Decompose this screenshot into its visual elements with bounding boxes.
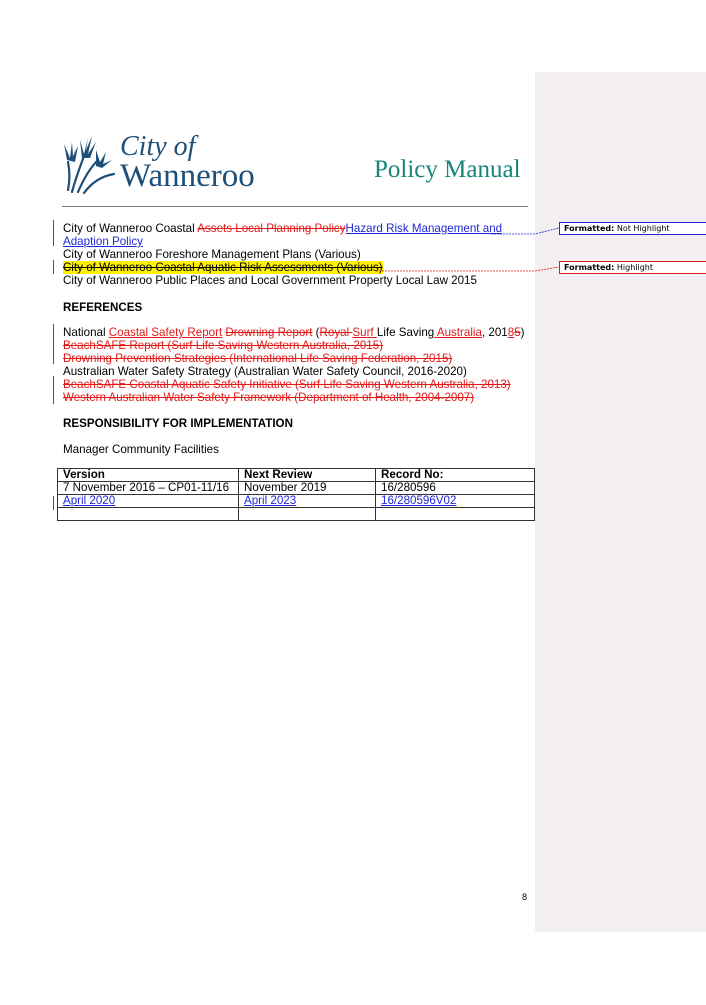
balloon-text: Not Highlight: [614, 224, 670, 233]
responsibility-value: Manager Community Facilities: [63, 443, 219, 456]
balloon-label: Formatted:: [564, 263, 615, 272]
comment-balloon-not-highlight[interactable]: [559, 222, 706, 235]
change-bar: [53, 220, 54, 246]
change-bar: [53, 376, 54, 404]
references-heading: REFERENCES: [63, 301, 143, 314]
text-run: ): [520, 326, 525, 339]
kangaroo-paw-icon: [62, 132, 118, 194]
policy-line-coastal: [63, 222, 502, 235]
text-run: City of Wanneroo Coastal: [63, 222, 198, 235]
deleted-text: Drowning Report: [225, 326, 313, 339]
page-number: 8: [522, 892, 528, 902]
policy-line-foreshore: City of Wanneroo Foreshore Management Plans (Various): [63, 248, 361, 261]
table-cell: 16/280596: [376, 482, 535, 495]
table-cell: November 2019: [239, 482, 376, 495]
text-run: , 201: [481, 326, 508, 339]
deleted-text: Assets Local Planning Policy: [197, 222, 346, 235]
city-logo: [62, 132, 282, 194]
markup-pane: [535, 72, 706, 932]
inserted-text: Surf: [352, 326, 377, 339]
inserted-text: 8: [507, 326, 515, 339]
comment-balloon-highlight[interactable]: [559, 261, 706, 274]
policy-line-adaption: [63, 235, 143, 248]
inserted-text: Adaption Policy: [63, 235, 143, 248]
inserted-text: Coastal Safety Report: [108, 326, 223, 339]
reference-national: [63, 326, 525, 339]
table-header-cell: Record No:: [376, 469, 535, 482]
logo-text-city-of: City of: [120, 131, 196, 162]
deleted-text: 5: [514, 326, 521, 339]
balloon-label: Formatted:: [564, 224, 615, 233]
deleted-highlighted-text: City of Wanneroo Coastal Aquatic Risk Assessments (Various): [63, 261, 383, 274]
table-cell: April 2023: [239, 495, 376, 508]
reference-beachsafe-report: BeachSAFE Report (Surf Life Saving Western Australia, 2015): [63, 339, 384, 352]
table-row: [58, 482, 535, 495]
reference-beachsafe-initiative: BeachSAFE Coastal Aquatic Safety Initiative (Surf Life Saving Western Australia, 2013): [63, 378, 511, 391]
connector-line: [376, 267, 559, 271]
reference-drowning-prevention: Drowning Prevention Strategies (International Life Saving Federation, 2015): [63, 352, 453, 365]
policy-line-aquatic-risk: [63, 261, 383, 274]
balloon-text: Highlight: [614, 263, 653, 272]
table-header-cell: Version: [58, 469, 239, 482]
table-row: [58, 508, 535, 521]
version-table: [57, 468, 535, 521]
text-run: National: [63, 326, 109, 339]
policy-manual-title: Policy Manual: [374, 156, 521, 183]
table-header-row: [58, 469, 535, 482]
change-bar: [53, 260, 54, 274]
table-cell: [58, 508, 239, 521]
inserted-text: Hazard Risk Management and: [345, 222, 503, 235]
policy-line-local-law: City of Wanneroo Public Places and Local Government Property Local Law 2015: [63, 274, 477, 287]
change-bar: [53, 324, 54, 364]
inserted-text: Australia: [434, 326, 482, 339]
table-cell: April 2020: [58, 495, 239, 508]
table-cell: 7 November 2016 – CP01-11/16: [58, 482, 239, 495]
table-cell: [376, 508, 535, 521]
table-row: [58, 495, 535, 508]
text-run: Life Saving: [376, 326, 435, 339]
change-bar: [53, 496, 54, 510]
table-cell: [239, 508, 376, 521]
reference-wa-framework: Western Australian Water Safety Framework (Department of Health, 2004-2007): [63, 391, 475, 404]
logo-text-wanneroo: Wanneroo: [120, 158, 255, 194]
reference-water-safety-strategy: Australian Water Safety Strategy (Australian Water Safety Council, 2016-2020): [63, 365, 467, 378]
header-divider: [62, 206, 528, 207]
responsibility-heading: RESPONSIBILITY FOR IMPLEMENTATION: [63, 417, 293, 430]
table-header-cell: Next Review: [239, 469, 376, 482]
deleted-text: Royal: [319, 326, 353, 339]
text-run: (: [312, 326, 320, 339]
table-cell: 16/280596V02: [376, 495, 535, 508]
